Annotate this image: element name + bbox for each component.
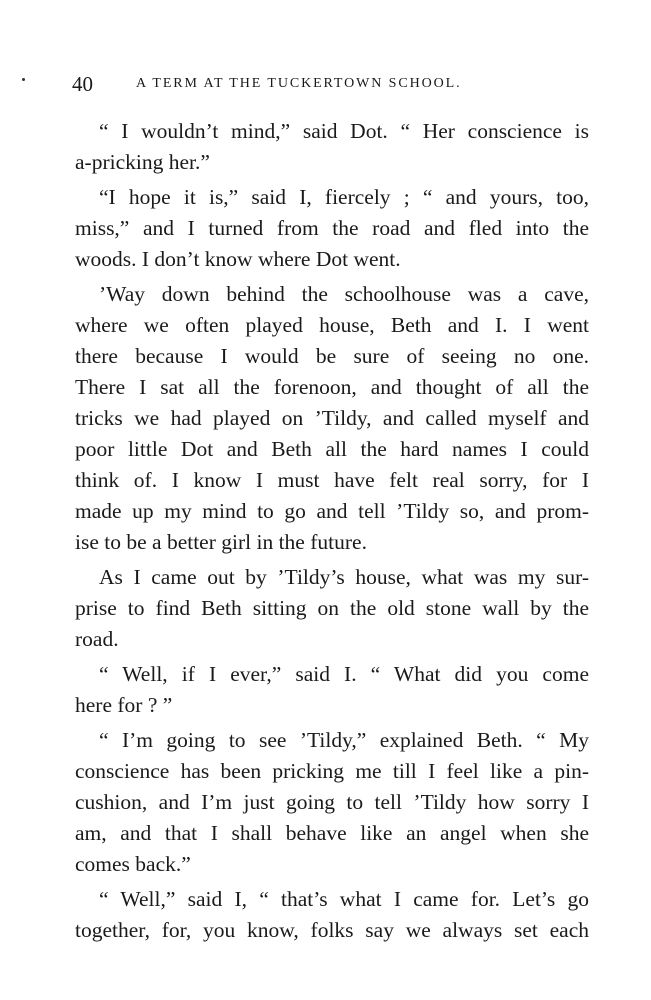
text-line: together, for, you know, folks say we always set each: [75, 918, 589, 942]
text-line: As I came out by ’Tildy’s house, what was my sur-: [99, 565, 589, 589]
text-line: here for ? ”: [75, 693, 173, 717]
text-line: “ Well,” said I, “ that’s what I came for. Let’s go: [99, 887, 589, 911]
running-title: A TERM AT THE TUCKERTOWN SCHOOL.: [136, 76, 462, 91]
text-line: where we often played house, Beth and I. I went: [75, 313, 589, 337]
text-line: There I sat all the forenoon, and thought of all the: [75, 375, 589, 399]
text-line: “ I’m going to see ’Tildy,” explained Beth. “ My: [99, 728, 589, 752]
text-line: conscience has been pricking me till I feel like a pin-: [75, 759, 589, 783]
stray-ink-mark: [22, 78, 25, 81]
text-line: road.: [75, 627, 119, 651]
text-line: miss,” and I turned from the road and fled into the: [75, 216, 589, 240]
text-line: made up my mind to go and tell ’Tildy so, and prom-: [75, 499, 589, 523]
text-line: am, and that I shall behave like an angel when she: [75, 821, 589, 845]
body-text: [75, 116, 589, 946]
text-line: “ I wouldn’t mind,” said Dot. “ Her conscience is: [99, 119, 589, 143]
text-line: there because I would be sure of seeing no one.: [75, 344, 589, 368]
text-line: “ Well, if I ever,” said I. “ What did you come: [99, 662, 589, 686]
text-line: “I hope it is,” said I, fiercely ; “ and yours, too,: [99, 185, 589, 209]
text-line: tricks we had played on ’Tildy, and called myself and: [75, 406, 589, 430]
text-line: woods. I don’t know where Dot went.: [75, 247, 401, 271]
text-line: poor little Dot and Beth all the hard names I could: [75, 437, 589, 461]
text-line: ’Way down behind the schoolhouse was a cave,: [99, 282, 589, 306]
text-line: ise to be a better girl in the future.: [75, 530, 367, 554]
page-number: 40: [72, 72, 93, 96]
text-line: prise to find Beth sitting on the old stone wall by the: [75, 596, 589, 620]
text-line: cushion, and I’m just going to tell ’Tildy how sorry I: [75, 790, 589, 814]
text-line: a-pricking her.”: [75, 150, 210, 174]
text-line: think of. I know I must have felt real sorry, for I: [75, 468, 589, 492]
page-header: [72, 72, 592, 102]
text-line: comes back.”: [75, 852, 191, 876]
